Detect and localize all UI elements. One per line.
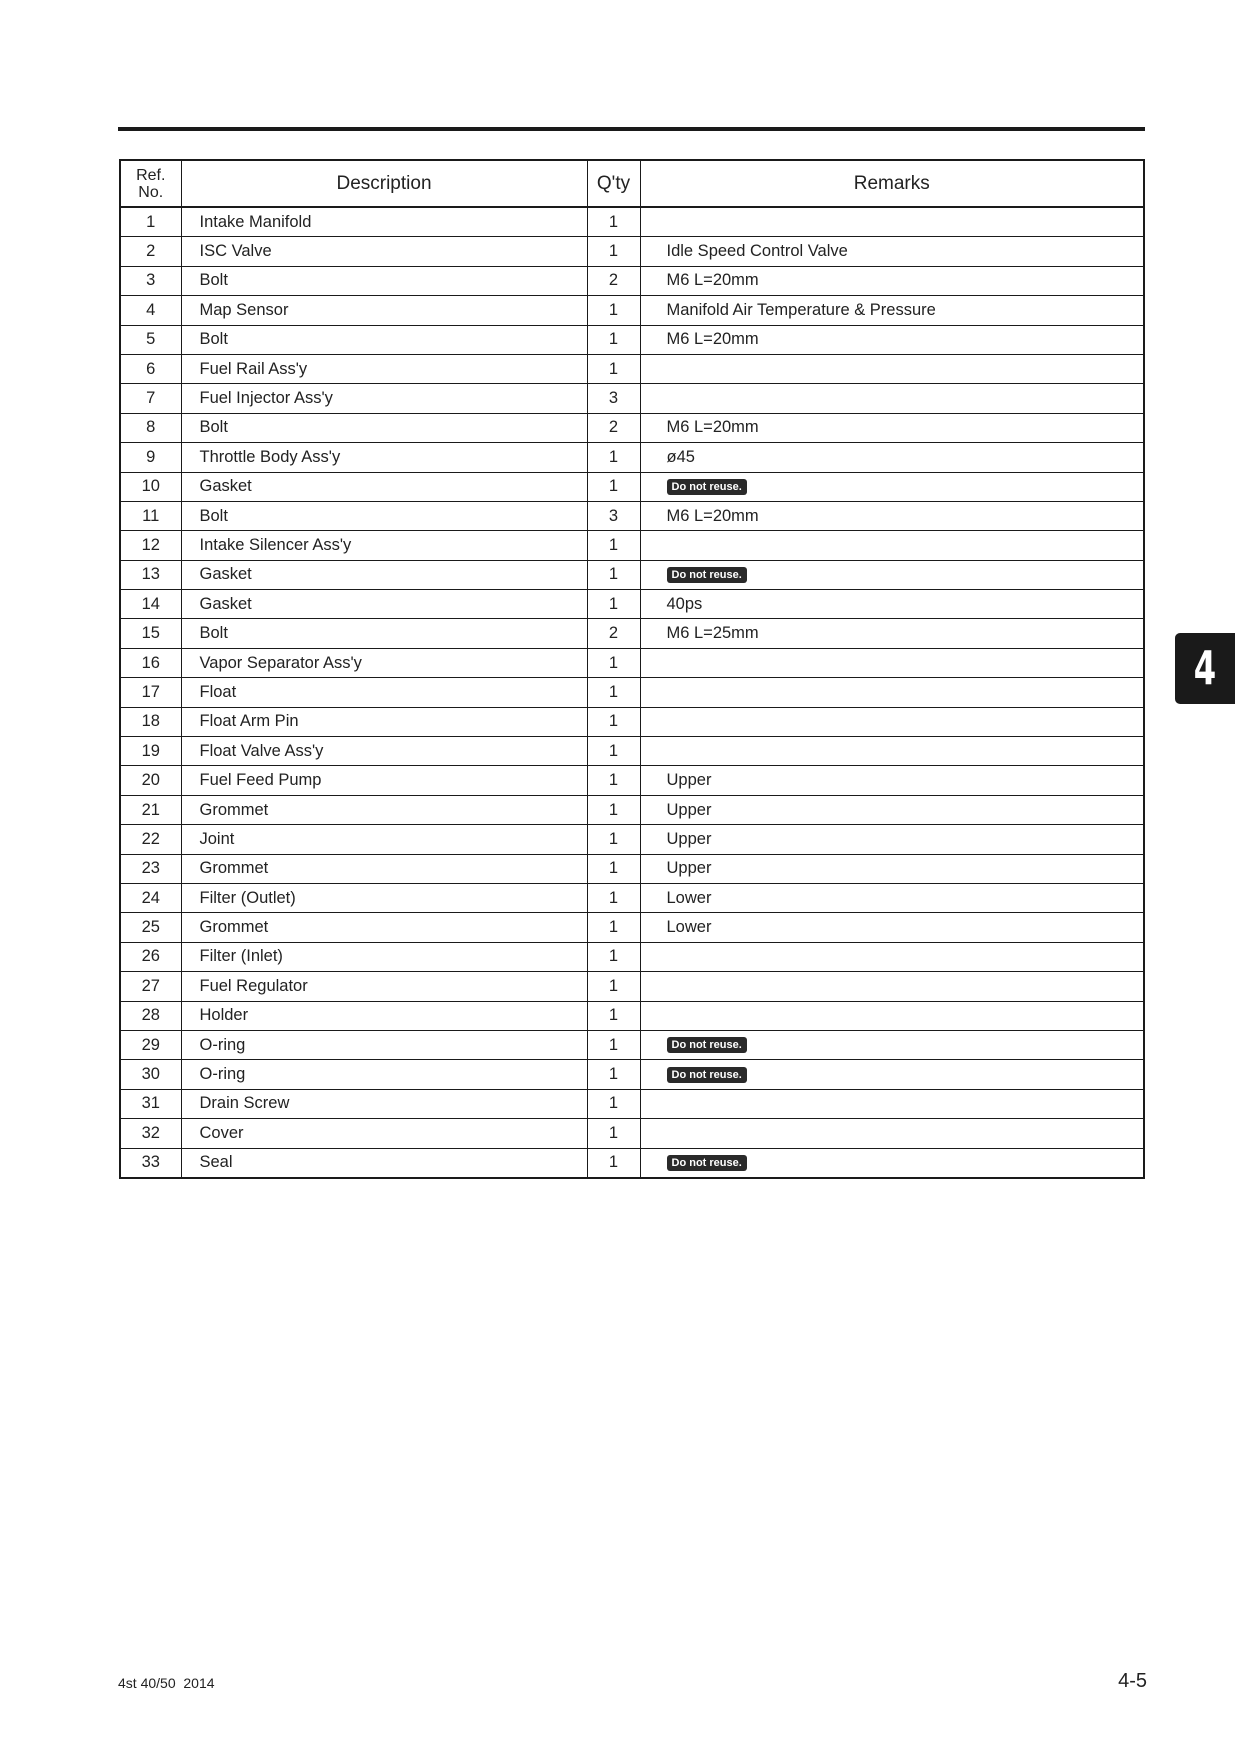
cell-description: Map Sensor: [181, 296, 587, 325]
table-row: [120, 384, 1144, 413]
cell-ref-no: 3: [120, 266, 181, 295]
cell-description: Drain Screw: [181, 1089, 587, 1118]
cell-description: Bolt: [181, 501, 587, 530]
cell-description: Fuel Regulator: [181, 972, 587, 1001]
cell-remarks: [640, 472, 1144, 501]
cell-remarks: [640, 531, 1144, 560]
cell-qty: 3: [587, 384, 640, 413]
table-row: [120, 472, 1144, 501]
cell-qty: 1: [587, 560, 640, 589]
cell-remarks: [640, 560, 1144, 589]
cell-ref-no: 21: [120, 795, 181, 824]
header-ref-line2: No.: [138, 183, 164, 201]
cell-qty: 1: [587, 1089, 640, 1118]
cell-remarks: [640, 1001, 1144, 1030]
table-header-row: [120, 160, 1144, 207]
cell-ref-no: 24: [120, 883, 181, 912]
table-row: [120, 501, 1144, 530]
cell-description: O-ring: [181, 1030, 587, 1059]
cell-description: Grommet: [181, 795, 587, 824]
cell-qty: 1: [587, 296, 640, 325]
cell-qty: 1: [587, 1119, 640, 1148]
table-row: [120, 795, 1144, 824]
cell-ref-no: 13: [120, 560, 181, 589]
cell-ref-no: 30: [120, 1060, 181, 1089]
cell-qty: 2: [587, 413, 640, 442]
cell-description: Holder: [181, 1001, 587, 1030]
cell-ref-no: 33: [120, 1148, 181, 1178]
table-row: [120, 531, 1144, 560]
cell-qty: 1: [587, 678, 640, 707]
cell-remarks: [640, 1119, 1144, 1148]
cell-description: Gasket: [181, 560, 587, 589]
do-not-reuse-badge: Do not reuse.: [667, 1155, 747, 1171]
cell-description: Bolt: [181, 619, 587, 648]
cell-description: Gasket: [181, 472, 587, 501]
cell-qty: 1: [587, 1030, 640, 1059]
table-row: [120, 354, 1144, 383]
header-ref-no: [120, 160, 181, 207]
cell-qty: 1: [587, 766, 640, 795]
cell-remarks: [640, 737, 1144, 766]
table-row: [120, 560, 1144, 589]
table-row: [120, 296, 1144, 325]
table-row: [120, 1001, 1144, 1030]
cell-description: Grommet: [181, 913, 587, 942]
cell-qty: 1: [587, 590, 640, 619]
cell-qty: 1: [587, 207, 640, 237]
cell-ref-no: 26: [120, 942, 181, 971]
table-row: [120, 1089, 1144, 1118]
cell-remarks: [640, 1148, 1144, 1178]
table-row: [120, 883, 1144, 912]
cell-description: Intake Silencer Ass'y: [181, 531, 587, 560]
table-row: [120, 737, 1144, 766]
table-row: [120, 413, 1144, 442]
cell-ref-no: 6: [120, 354, 181, 383]
table-row: [120, 972, 1144, 1001]
cell-remarks: 40ps: [640, 590, 1144, 619]
cell-ref-no: 20: [120, 766, 181, 795]
cell-remarks: [640, 354, 1144, 383]
cell-description: Filter (Inlet): [181, 942, 587, 971]
cell-description: Throttle Body Ass'y: [181, 443, 587, 472]
cell-remarks: [640, 678, 1144, 707]
cell-qty: 1: [587, 472, 640, 501]
table-row: [120, 854, 1144, 883]
footer-model-year: 4st 40/50 2014: [118, 1675, 215, 1691]
cell-description: Bolt: [181, 325, 587, 354]
cell-remarks: M6 L=20mm: [640, 325, 1144, 354]
cell-description: Bolt: [181, 413, 587, 442]
cell-qty: 1: [587, 1001, 640, 1030]
cell-remarks: Lower: [640, 883, 1144, 912]
header-ref-line1: Ref.: [136, 166, 166, 184]
cell-qty: 2: [587, 619, 640, 648]
cell-remarks: Idle Speed Control Valve: [640, 237, 1144, 266]
cell-ref-no: 14: [120, 590, 181, 619]
cell-qty: 1: [587, 325, 640, 354]
cell-qty: 1: [587, 883, 640, 912]
cell-description: Joint: [181, 825, 587, 854]
table-row: [120, 707, 1144, 736]
cell-ref-no: 31: [120, 1089, 181, 1118]
cell-description: Gasket: [181, 590, 587, 619]
cell-description: Seal: [181, 1148, 587, 1178]
cell-remarks: ø45: [640, 443, 1144, 472]
cell-qty: 1: [587, 737, 640, 766]
cell-remarks: [640, 1060, 1144, 1089]
cell-remarks: M6 L=20mm: [640, 413, 1144, 442]
cell-qty: 1: [587, 854, 640, 883]
cell-remarks: Lower: [640, 913, 1144, 942]
cell-description: Float Arm Pin: [181, 707, 587, 736]
cell-remarks: [640, 207, 1144, 237]
cell-ref-no: 28: [120, 1001, 181, 1030]
table-row: [120, 678, 1144, 707]
cell-qty: 1: [587, 972, 640, 1001]
table-row: [120, 443, 1144, 472]
cell-remarks: [640, 648, 1144, 677]
cell-ref-no: 4: [120, 296, 181, 325]
cell-description: Float Valve Ass'y: [181, 737, 587, 766]
cell-ref-no: 11: [120, 501, 181, 530]
cell-remarks: [640, 707, 1144, 736]
table-row: [120, 1060, 1144, 1089]
cell-ref-no: 5: [120, 325, 181, 354]
cell-description: Fuel Injector Ass'y: [181, 384, 587, 413]
cell-description: Filter (Outlet): [181, 883, 587, 912]
cell-description: Fuel Rail Ass'y: [181, 354, 587, 383]
table-row: [120, 619, 1144, 648]
cell-ref-no: 17: [120, 678, 181, 707]
table-row: [120, 266, 1144, 295]
table-row: [120, 237, 1144, 266]
cell-qty: 2: [587, 266, 640, 295]
chapter-tab-number: 4: [1193, 641, 1217, 695]
table-row: [120, 207, 1144, 237]
parts-table-body: [120, 207, 1144, 1178]
table-row: [120, 942, 1144, 971]
cell-remarks: [640, 384, 1144, 413]
table-row: [120, 1119, 1144, 1148]
cell-ref-no: 32: [120, 1119, 181, 1148]
cell-qty: 1: [587, 1060, 640, 1089]
table-row: [120, 648, 1144, 677]
cell-qty: 1: [587, 648, 640, 677]
cell-qty: 1: [587, 942, 640, 971]
table-row: [120, 590, 1144, 619]
table-row: [120, 1030, 1144, 1059]
cell-qty: 1: [587, 354, 640, 383]
cell-ref-no: 12: [120, 531, 181, 560]
cell-ref-no: 2: [120, 237, 181, 266]
cell-qty: 1: [587, 795, 640, 824]
cell-qty: 3: [587, 501, 640, 530]
cell-ref-no: 18: [120, 707, 181, 736]
cell-remarks: M6 L=20mm: [640, 266, 1144, 295]
cell-remarks: Upper: [640, 825, 1144, 854]
cell-remarks: M6 L=25mm: [640, 619, 1144, 648]
cell-ref-no: 16: [120, 648, 181, 677]
cell-ref-no: 15: [120, 619, 181, 648]
cell-qty: 1: [587, 825, 640, 854]
cell-qty: 1: [587, 913, 640, 942]
cell-ref-no: 27: [120, 972, 181, 1001]
cell-remarks: [640, 1089, 1144, 1118]
cell-qty: 1: [587, 1148, 640, 1178]
cell-description: O-ring: [181, 1060, 587, 1089]
do-not-reuse-badge: Do not reuse.: [667, 567, 747, 583]
cell-ref-no: 29: [120, 1030, 181, 1059]
cell-remarks: [640, 1030, 1144, 1059]
cell-remarks: Manifold Air Temperature & Pressure: [640, 296, 1144, 325]
table-row: [120, 766, 1144, 795]
cell-description: Bolt: [181, 266, 587, 295]
cell-description: Intake Manifold: [181, 207, 587, 237]
cell-ref-no: 8: [120, 413, 181, 442]
cell-description: Fuel Feed Pump: [181, 766, 587, 795]
cell-ref-no: 7: [120, 384, 181, 413]
cell-description: Float: [181, 678, 587, 707]
cell-ref-no: 10: [120, 472, 181, 501]
cell-remarks: Upper: [640, 766, 1144, 795]
parts-table: [119, 159, 1145, 1179]
cell-qty: 1: [587, 443, 640, 472]
cell-ref-no: 1: [120, 207, 181, 237]
cell-remarks: Upper: [640, 795, 1144, 824]
table-row: [120, 325, 1144, 354]
header-description: Description: [181, 160, 587, 207]
header-remarks: Remarks: [640, 160, 1144, 207]
table-row: [120, 1148, 1144, 1178]
cell-qty: 1: [587, 707, 640, 736]
cell-ref-no: 9: [120, 443, 181, 472]
top-rule: [118, 127, 1145, 131]
cell-ref-no: 25: [120, 913, 181, 942]
cell-description: Cover: [181, 1119, 587, 1148]
cell-remarks: Upper: [640, 854, 1144, 883]
cell-ref-no: 19: [120, 737, 181, 766]
cell-description: Grommet: [181, 854, 587, 883]
do-not-reuse-badge: Do not reuse.: [667, 1037, 747, 1053]
do-not-reuse-badge: Do not reuse.: [667, 1067, 747, 1083]
cell-ref-no: 22: [120, 825, 181, 854]
footer-page-number: 4-5: [1118, 1670, 1147, 1692]
cell-remarks: M6 L=20mm: [640, 501, 1144, 530]
table-row: [120, 825, 1144, 854]
do-not-reuse-badge: Do not reuse.: [667, 479, 747, 495]
cell-qty: 1: [587, 237, 640, 266]
cell-qty: 1: [587, 531, 640, 560]
table-row: [120, 913, 1144, 942]
chapter-tab: [1175, 633, 1235, 704]
cell-description: Vapor Separator Ass'y: [181, 648, 587, 677]
cell-remarks: [640, 942, 1144, 971]
cell-description: ISC Valve: [181, 237, 587, 266]
cell-remarks: [640, 972, 1144, 1001]
header-qty: Q'ty: [587, 160, 640, 207]
cell-ref-no: 23: [120, 854, 181, 883]
